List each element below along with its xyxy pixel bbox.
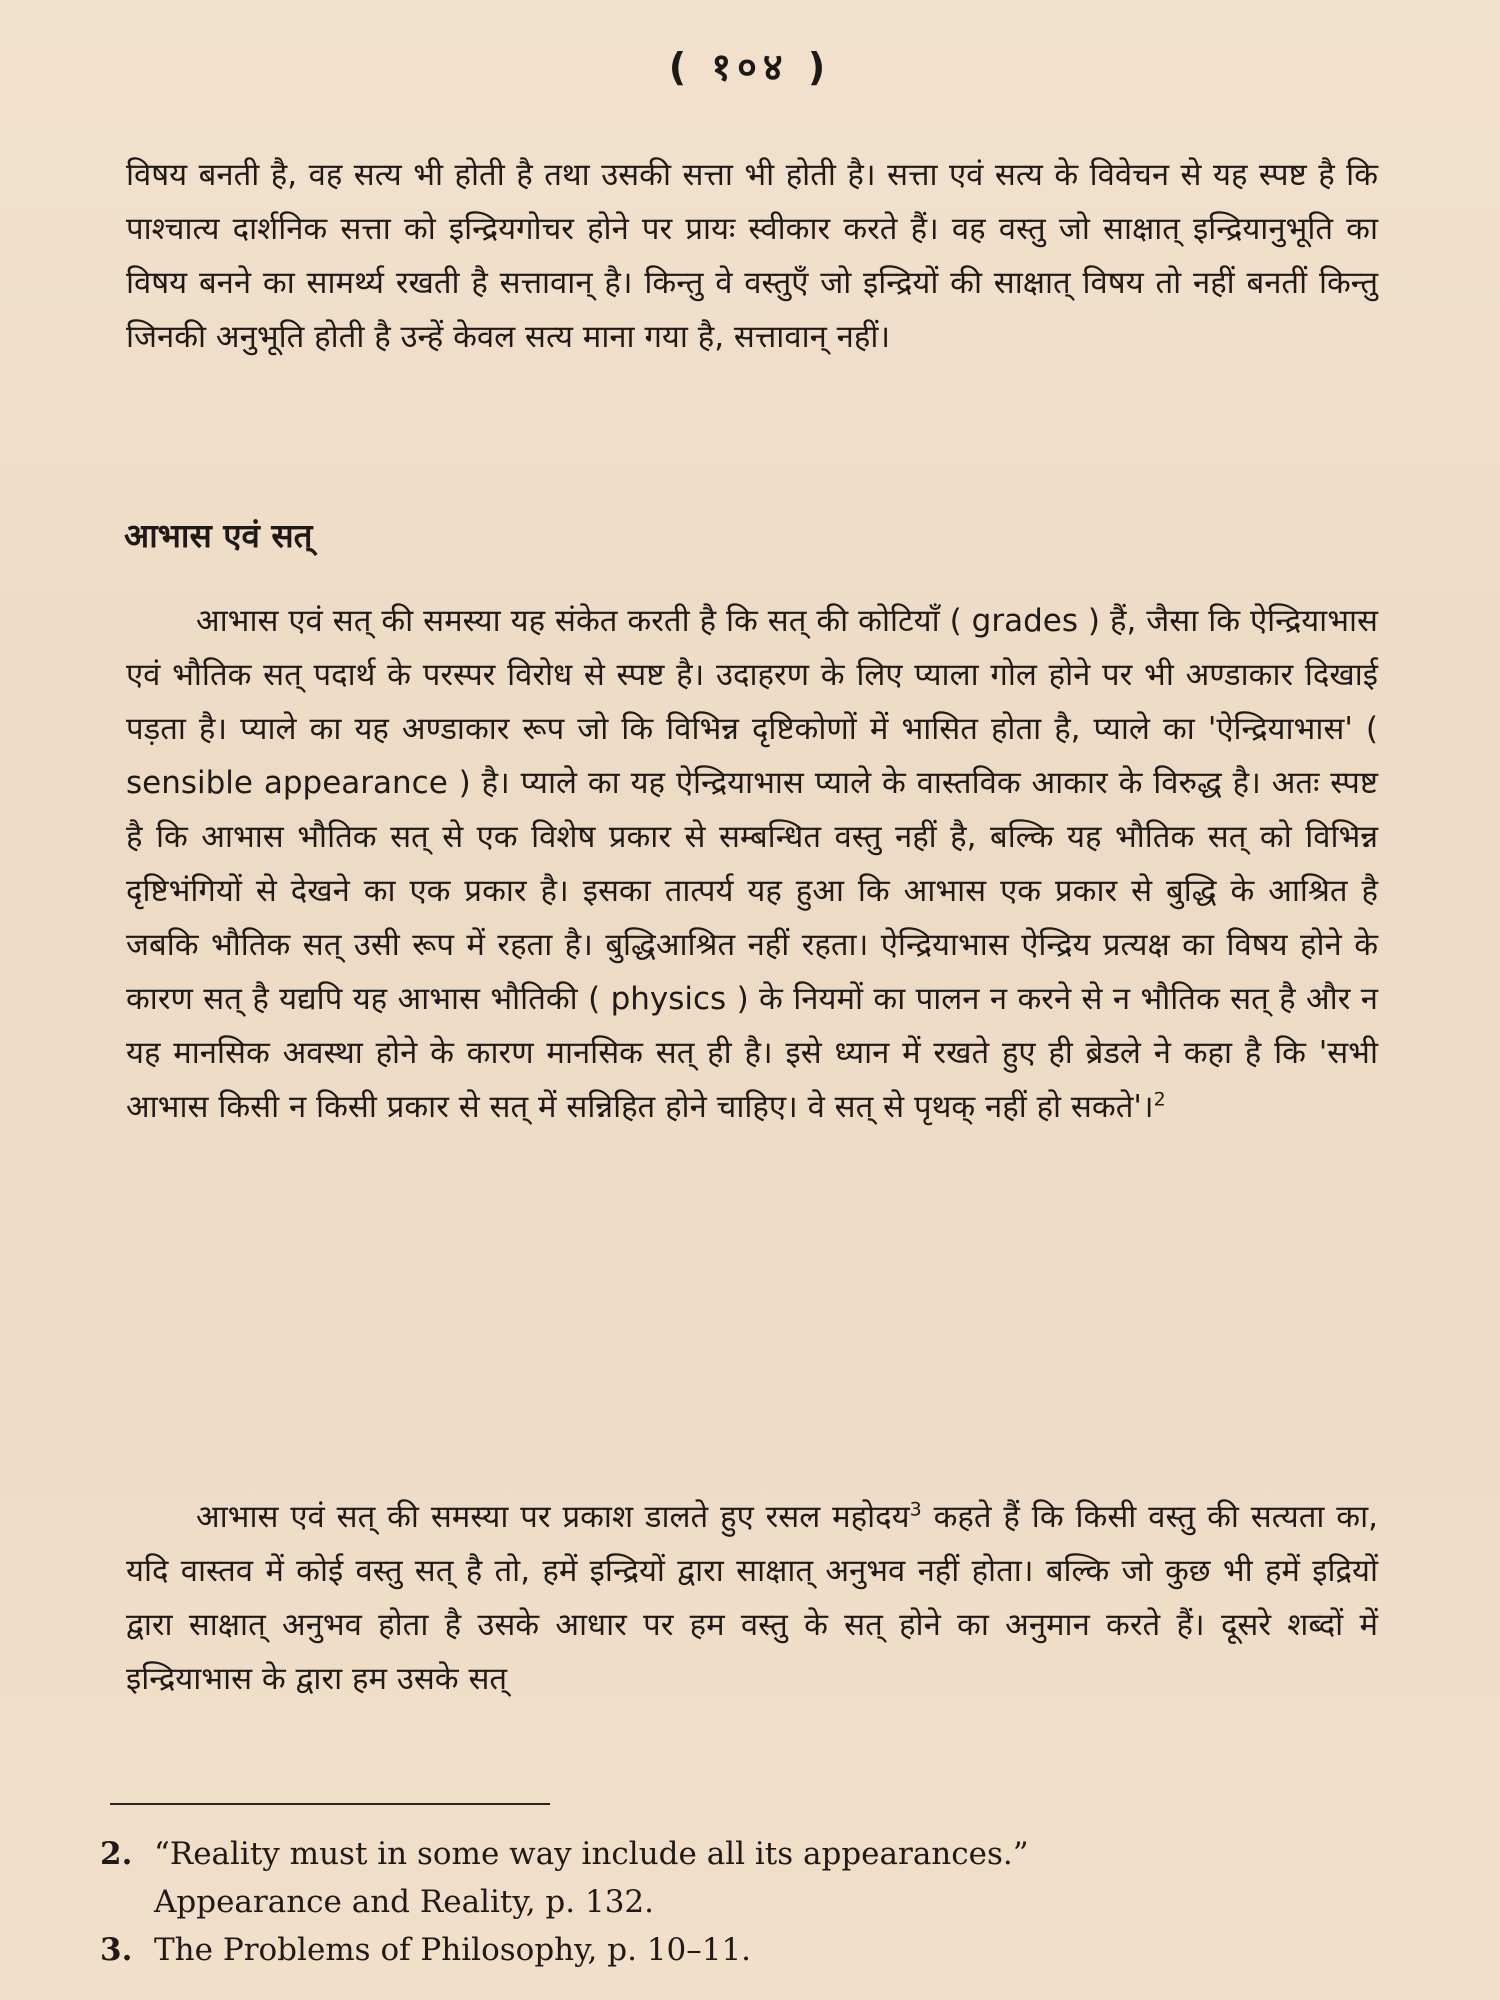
paragraph-appearance-reality bbox=[126, 594, 1378, 1434]
footnote-ref-2[interactable]: 2 bbox=[1153, 1088, 1166, 1111]
paragraph-russell bbox=[126, 1490, 1378, 1770]
footnote-item bbox=[100, 1830, 1400, 1926]
footnote-item bbox=[100, 1926, 1400, 1974]
page-number: ( १०४ ) bbox=[668, 45, 832, 89]
footnote-ref-3[interactable]: 3 bbox=[909, 1498, 922, 1521]
footnote-text: “Reality must in some way include all its appearances.” bbox=[154, 1836, 1029, 1872]
footnote-body bbox=[154, 1830, 1374, 1926]
paragraph-intro: विषय बनती है, वह सत्य भी होती है तथा उसकी सत्ता भी होती है। सत्ता एवं सत्य के विवेचन से यह स्पष्ट है कि पाश्चात्य दार्शनिक सत्ता को इन्द्रियगोचर होने पर प्रायः स्वीकार करते हैं। वह वस्तु जो साक्षात् इन्द्रियानुभूति का विषय बनने का सामर्थ्य रखती है सत्तावान् है। किन्तु वे वस्तुएँ जो इन्द्रियों की साक्षात् विषय तो नहीं बनतीं किन्तु जिनकी अनुभूति होती है उन्हें केवल सत्य माना गया है, सत्तावान् नहीं। bbox=[126, 157, 1378, 355]
footnote-reference: Appearance and Reality, p. 132. bbox=[154, 1884, 655, 1920]
footnote-number: 2. bbox=[100, 1836, 133, 1872]
footnote-text: The Problems of Philosophy, p. 10–11. bbox=[154, 1932, 752, 1968]
footnote-body bbox=[154, 1926, 1374, 1974]
paragraph-appearance-reality-text: आभास एवं सत् की समस्या यह संकेत करती है कि सत् की कोटियाँ ( grades ) हैं, जैसा कि ऐन्द्रियाभास एवं भौतिक सत् पदार्थ के परस्पर विरोध से स्पष्ट है। उदाहरण के लिए प्याला गोल होने पर भी अण्डाकार दिखाई पड़ता है। प्याले का यह अण्डाकार रूप जो कि विभिन्न दृष्टिकोणों में भासित होता है, प्याले का 'ऐन्द्रियाभास' ( sensible appearance ) है। प्याले का यह ऐन्द्रियाभास प्याले के वास्तविक आकार के विरुद्ध है। अतः स्पष्ट है कि आभास भौतिक सत् से एक विशेष प्रकार से सम्बन्धित वस्तु नहीं है, बल्कि यह भौतिक सत् को विभिन्न दृष्टिभंगियों से देखने का एक प्रकार है। इसका तात्पर्य यह हुआ कि आभास एक प्रकार से बुद्धि के आश्रित है जबकि भौतिक सत् उसी रूप में रहता है। बुद्धिआश्रित नहीं रहता। ऐन्द्रियाभास ऐन्द्रिय प्रत्यक्ष का विषय होने के कारण सत् है यद्यपि यह आभास भौतिकी ( physics ) के नियमों का पालन न करने से न भौतिक सत् है और न यह मानसिक अवस्था होने के कारण मानसिक सत् ही है। इसे ध्यान में रखते हुए ही ब्रेडले ने कहा है कि 'सभी आभास किसी न किसी प्रकार से सत् में सन्निहित होने चाहिए। वे सत् से पृथक् नहीं हो सकते'। bbox=[126, 603, 1378, 1125]
section-heading: आभास एवं सत् bbox=[124, 516, 313, 555]
footnotes bbox=[100, 1830, 1400, 1974]
footnote-number: 3. bbox=[100, 1932, 133, 1968]
footnote-divider bbox=[110, 1803, 550, 1805]
paragraph-russell-text-a: आभास एवं सत् की समस्या पर प्रकाश डालते हुए रसल महोदय bbox=[196, 1499, 910, 1535]
paragraph-russell-text-b: कहते हैं कि किसी वस्तु की सत्यता का, यदि वास्तव में कोई वस्तु सत् है तो, हमें इन्द्रियों द्वारा साक्षात् अनुभव नहीं होता। बल्कि जो कुछ भी हमें इद्रियों द्वारा साक्षात् अनुभव होता है उसके आधार पर हम वस्तु के सत् होने का अनुमान करते हैं। दूसरे शब्दों में इन्द्रियाभास के द्वारा हम उसके सत् bbox=[126, 1499, 1379, 1697]
